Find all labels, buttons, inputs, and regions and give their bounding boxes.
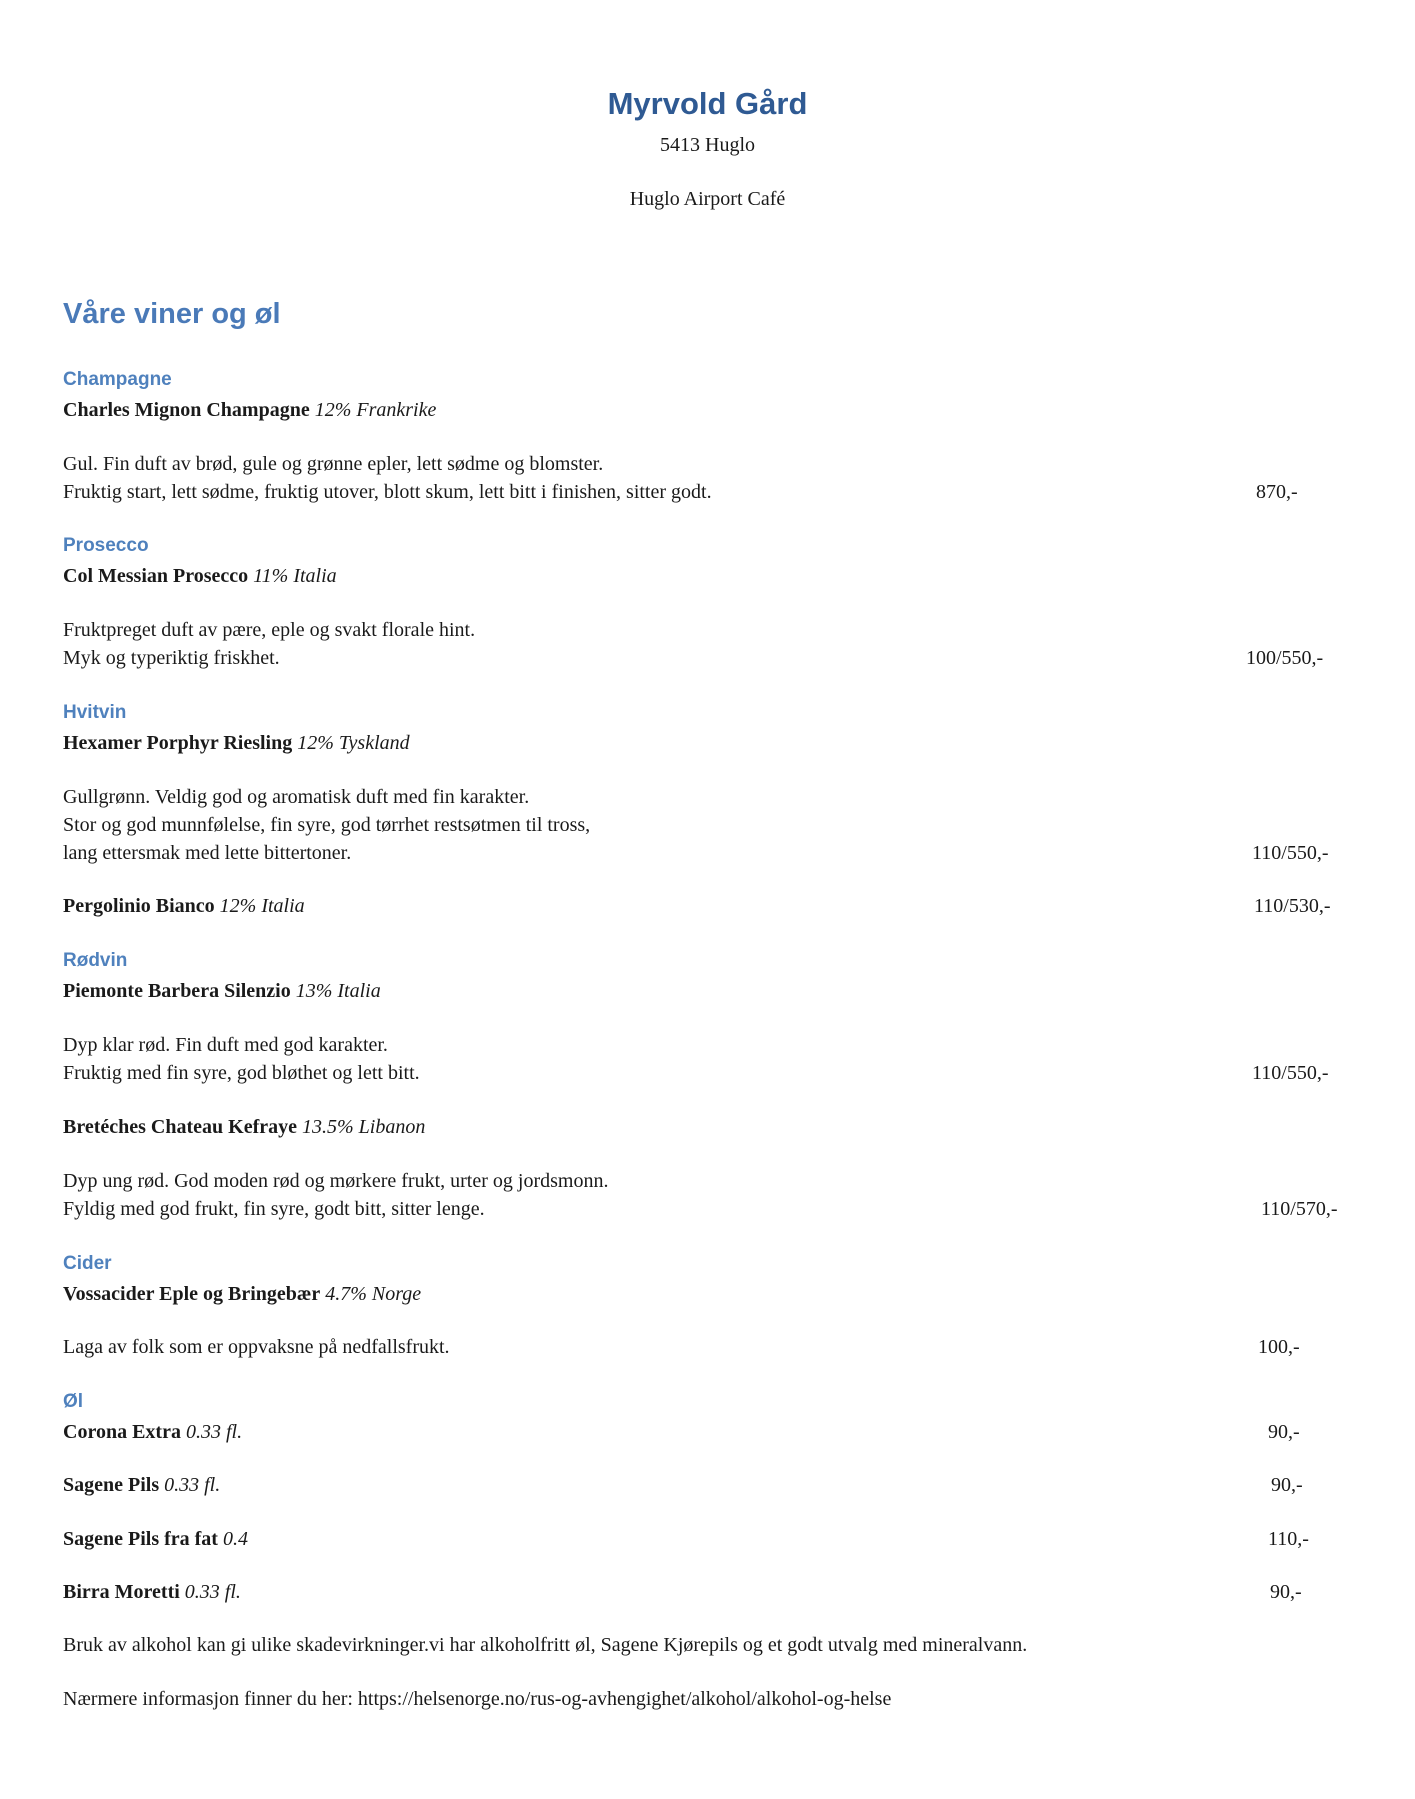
- item-name: Col Messian Prosecco: [63, 565, 249, 587]
- item-price: 110/550,-: [1252, 842, 1329, 864]
- menu-item: [63, 400, 436, 420]
- section-heading-prosecco: Prosecco: [63, 535, 149, 556]
- menu-item: [63, 1117, 425, 1137]
- item-name: Piemonte Barbera Silenzio: [63, 980, 291, 1002]
- menu-item: [63, 896, 305, 916]
- item-description: Dyp ung rød. God moden rød og mørkere frukt, urter og jordsmonn.: [63, 1170, 609, 1192]
- section-heading-hvitvin: Hvitvin: [63, 702, 127, 723]
- item-details: 0.33 fl.: [185, 1421, 243, 1443]
- item-details: 0.33 fl.: [184, 1581, 241, 1603]
- item-description: Laga av folk som er oppvaksne på nedfallsfrukt.: [63, 1336, 450, 1358]
- item-price: 90,-: [1268, 1421, 1300, 1443]
- item-details: 0.33 fl.: [164, 1474, 221, 1496]
- item-price: 100,-: [1258, 1336, 1300, 1358]
- menu-item: [63, 1529, 248, 1549]
- item-price: 110/550,-: [1252, 1062, 1329, 1084]
- item-name: Hexamer Porphyr Riesling: [63, 732, 293, 754]
- item-details: 12% Frankrike: [314, 399, 437, 421]
- item-price: 110,-: [1268, 1528, 1309, 1550]
- item-description: Fruktig start, lett sødme, fruktig utover, blott skum, lett bitt i finishen, sitter godt.: [63, 481, 712, 503]
- menu-item: [63, 1582, 241, 1602]
- menu-item: [63, 566, 337, 586]
- info-text: Nærmere informasjon finner du her: https://helsenorge.no/rus-og-avhengighet/alkohol/alkohol-og-helse: [63, 1688, 892, 1710]
- item-details: 12% Italia: [219, 895, 305, 917]
- item-price: 90,-: [1270, 1581, 1302, 1603]
- item-name: Birra Moretti: [63, 1581, 180, 1603]
- menu-title: Våre viner og øl: [63, 298, 281, 330]
- section-heading-champagne: Champagne: [63, 369, 172, 390]
- section-heading-cider: Cider: [63, 1253, 112, 1274]
- item-details: 13% Italia: [295, 980, 381, 1002]
- section-heading-ol: Øl: [63, 1391, 84, 1412]
- menu-item: [63, 1284, 421, 1304]
- menu-item: [63, 1475, 220, 1495]
- item-name: Sagene Pils: [63, 1474, 160, 1496]
- item-name: Charles Mignon Champagne: [63, 399, 310, 421]
- item-description: Fyldig med god frukt, fin syre, godt bitt, sitter lenge.: [63, 1198, 485, 1220]
- item-name: Sagene Pils fra fat: [63, 1528, 218, 1550]
- item-description: Dyp klar rød. Fin duft med god karakter.: [63, 1034, 388, 1056]
- item-description: Myk og typeriktig friskhet.: [63, 647, 280, 669]
- item-price: 90,-: [1271, 1474, 1303, 1496]
- item-price: 100/550,-: [1246, 647, 1324, 669]
- item-name: Bretéches Chateau Kefraye: [63, 1116, 298, 1138]
- item-details: 0.4: [222, 1528, 248, 1550]
- section-heading-rodvin: Rødvin: [63, 950, 128, 971]
- item-description: Fruktig med fin syre, god bløthet og lett bitt.: [63, 1062, 420, 1084]
- item-description: Fruktpreget duft av pære, eple og svakt florale hint.: [63, 619, 476, 641]
- menu-item: [63, 1422, 242, 1442]
- item-details: 13.5% Libanon: [302, 1116, 426, 1138]
- item-price: 110/570,-: [1261, 1198, 1338, 1220]
- item-description: Gullgrønn. Veldig god og aromatisk duft med fin karakter.: [63, 786, 530, 808]
- item-details: 12% Tyskland: [297, 732, 410, 754]
- item-price: 870,-: [1256, 481, 1298, 503]
- venue-name: Huglo Airport Café: [629, 188, 786, 210]
- alcohol-warning: Bruk av alkohol kan gi ulike skadevirkninger.vi har alkoholfritt øl, Sagene Kjørepils og et godt utvalg med mineralvann.: [63, 1634, 1028, 1656]
- item-details: 4.7% Norge: [325, 1283, 422, 1305]
- item-description: lang ettersmak med lette bittertoner.: [63, 842, 352, 864]
- item-description: Stor og god munnfølelse, fin syre, god tørrhet restsøtmen til tross,: [63, 814, 591, 836]
- menu-item: [63, 981, 381, 1001]
- restaurant-address: 5413 Huglo: [660, 134, 755, 156]
- restaurant-title: Myrvold Gård: [607, 86, 808, 121]
- item-details: 11% Italia: [253, 565, 337, 587]
- item-name: Vossacider Eple og Bringebær: [63, 1283, 321, 1305]
- item-name: Corona Extra: [63, 1421, 181, 1443]
- item-price: 110/530,-: [1254, 895, 1331, 917]
- item-description: Gul. Fin duft av brød, gule og grønne epler, lett sødme og blomster.: [63, 453, 604, 475]
- item-name: Pergolinio Bianco: [63, 895, 215, 917]
- menu-item: [63, 733, 410, 753]
